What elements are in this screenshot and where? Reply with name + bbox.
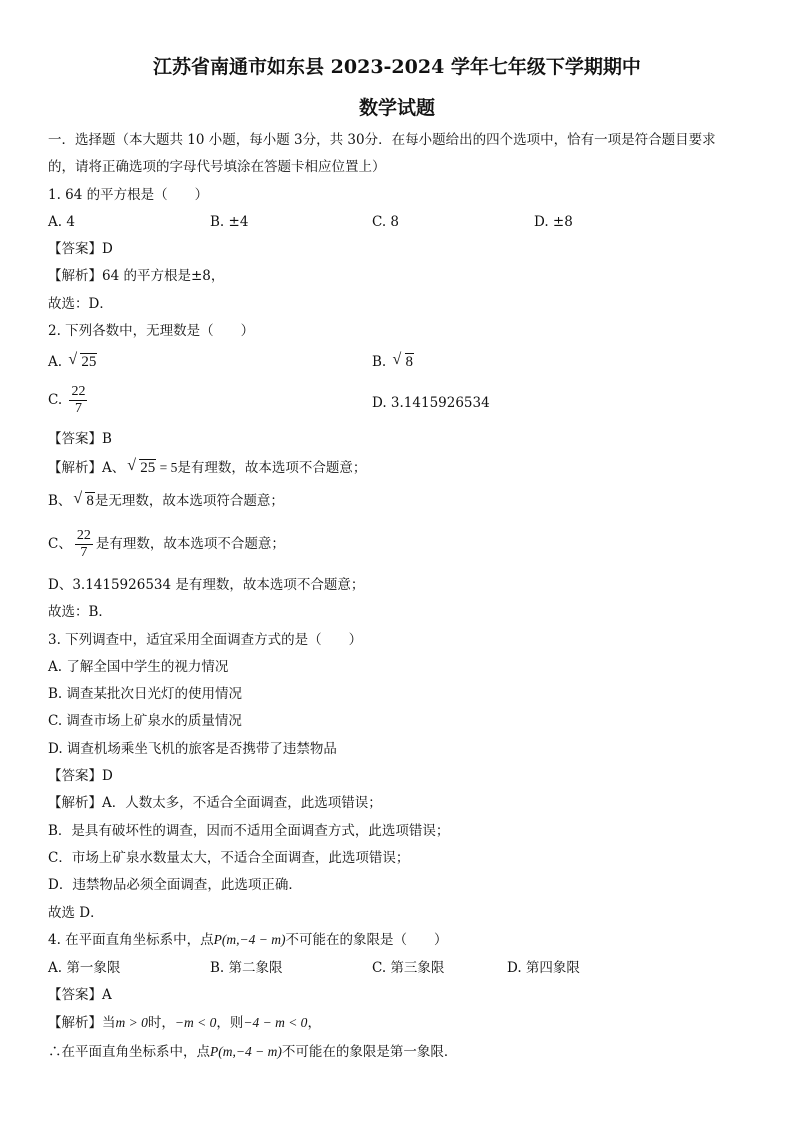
q4-stem-prefix: 4. 在平面直角坐标系中，点 (48, 932, 214, 948)
q2-option-a-radicand: 25 (81, 354, 97, 370)
q1-option-d: D. ±8 (534, 214, 573, 230)
q2-analysis-a (48, 459, 366, 477)
q4-option-a: A. 第一象限 (48, 960, 121, 976)
q1-answer: 【答案】D (48, 241, 113, 257)
q2-analysis-c (48, 527, 285, 561)
fraction (75, 528, 93, 561)
q1-stem: 1. 64 的平方根是（ ） (48, 187, 209, 203)
q4-analysis-mid2: ，则 (216, 1015, 244, 1031)
q2-option-a-label: A. (48, 354, 63, 370)
q4-analysis-condition: m > 0 (115, 1015, 148, 1030)
q1-option-a: A. 4 (48, 214, 75, 230)
page-title: 江苏省南通市如东县 2023-2024 学年七年级下学期期中 (153, 56, 641, 78)
fraction (69, 384, 87, 417)
q4-conclusion (48, 1043, 457, 1061)
q2-analysis-d: D、3.1415926534 是有理数，故本选项不合题意； (48, 577, 365, 593)
sqrt-symbol (69, 353, 97, 371)
q4-analysis-negation: −m < 0 (174, 1015, 217, 1030)
q3-analysis-b: B．是具有破坏性的调查，因而不适用全面调查方式，此选项错误； (48, 823, 450, 839)
q3-option-b: B. 调查某批次日光灯的使用情况 (48, 686, 243, 702)
q2-option-b (372, 353, 414, 371)
q3-analysis-d: D．违禁物品必须全面调查，此选项正确． (48, 877, 302, 893)
q4-analysis-prefix: 【解析】当 (48, 1015, 116, 1031)
q4-option-b: B. 第二象限 (210, 960, 283, 976)
q3-option-d: D. 调查机场乘坐飞机的旅客是否携带了违禁物品 (48, 741, 337, 757)
q2-option-c-label: C. (48, 392, 63, 408)
q2-conclusion: 故选：B． (48, 604, 112, 620)
q2-analysis-a-suffix: 是有理数，故本选项不合题意； (177, 460, 367, 476)
q2-analysis-c-prefix: C、 (48, 536, 72, 552)
q4-stem-suffix: 不可能在的象限是（ ） (285, 932, 448, 948)
q2-analysis-b (48, 492, 284, 510)
q3-option-a: A. 了解全国中学生的视力情况 (48, 659, 229, 675)
q2-option-d: D. 3.1415926534 (372, 395, 490, 411)
q2-option-b-radicand: 8 (405, 354, 414, 370)
q3-conclusion: 故选 D． (48, 905, 104, 921)
q4-point-expression: P(m,−4 − m) (213, 932, 286, 947)
q2-analysis-a-radicand: 25 (140, 460, 156, 476)
q2-analysis-c-numerator: 22 (76, 528, 91, 543)
q1-option-b: B. ±4 (210, 214, 249, 230)
q4-analysis-mid1: 时， (147, 1015, 175, 1031)
q4-conclusion-suffix: 不可能在的象限是第一象限． (281, 1044, 458, 1060)
q4-analysis-end: ， (307, 1015, 321, 1031)
q2-analysis-b-suffix: 是无理数，故本选项符合题意； (94, 493, 284, 509)
q4-analysis-result: −4 − m < 0 (243, 1015, 308, 1030)
q2-option-c (48, 384, 90, 417)
sqrt-symbol (128, 459, 156, 477)
q2-stem: 2. 下列各数中，无理数是（ ） (48, 323, 255, 339)
q2-answer: 【答案】B (48, 431, 112, 447)
sqrt-symbol (394, 353, 415, 371)
q2-option-b-label: B. (372, 354, 387, 370)
q2-analysis-c-denominator: 7 (80, 545, 88, 560)
q1-conclusion: 故选：D． (48, 296, 113, 312)
q4-stem (48, 931, 448, 949)
q3-stem: 3. 下列调查中，适宜采用全面调查方式的是（ ） (48, 632, 363, 648)
q2-analysis-a-equation: = 5 (156, 460, 178, 475)
q3-answer: 【答案】D (48, 768, 113, 784)
q3-option-c: C. 调查市场上矿泉水的质量情况 (48, 713, 242, 729)
q1-option-c: C. 8 (372, 214, 400, 230)
q4-conclusion-prefix: ∴在平面直角坐标系中，点 (48, 1044, 210, 1060)
q4-conclusion-point: P(m,−4 − m) (210, 1044, 282, 1059)
q2-analysis-c-suffix: 是有理数，故本选项不合题意； (95, 536, 285, 552)
q4-option-d: D. 第四象限 (507, 960, 580, 976)
q2-option-c-numerator: 22 (71, 384, 86, 399)
q2-option-c-denominator: 7 (74, 401, 82, 416)
q4-option-c: C. 第三象限 (372, 960, 445, 976)
q2-option-a (48, 353, 97, 371)
q4-answer: 【答案】A (48, 987, 112, 1003)
page-subtitle: 数学试题 (358, 97, 435, 119)
q2-analysis-b-radicand: 8 (86, 493, 94, 509)
q4-analysis (48, 1014, 321, 1032)
section-intro-line1: 一．选择题（本大题共 10 小题，每小题 3分，共 30分．在每小题给出的四个选项中，恰有一项是符合题目要求 (48, 132, 716, 148)
q1-analysis: 【解析】64 的平方根是±8， (48, 268, 225, 284)
q3-analysis-c: C．市场上矿泉水数量太大，不适合全面调查，此选项错误； (48, 850, 410, 866)
q3-analysis-a: 【解析】A．人数太多，不适合全面调查，此选项错误； (48, 795, 382, 811)
sqrt-symbol (74, 492, 95, 510)
q2-analysis-b-prefix: B、 (48, 493, 72, 509)
section-intro-line2: 的，请将正确选项的字母代号填涂在答题卡相应位置上） (48, 159, 386, 175)
q2-analysis-a-prefix: 【解析】A、 (48, 460, 126, 476)
